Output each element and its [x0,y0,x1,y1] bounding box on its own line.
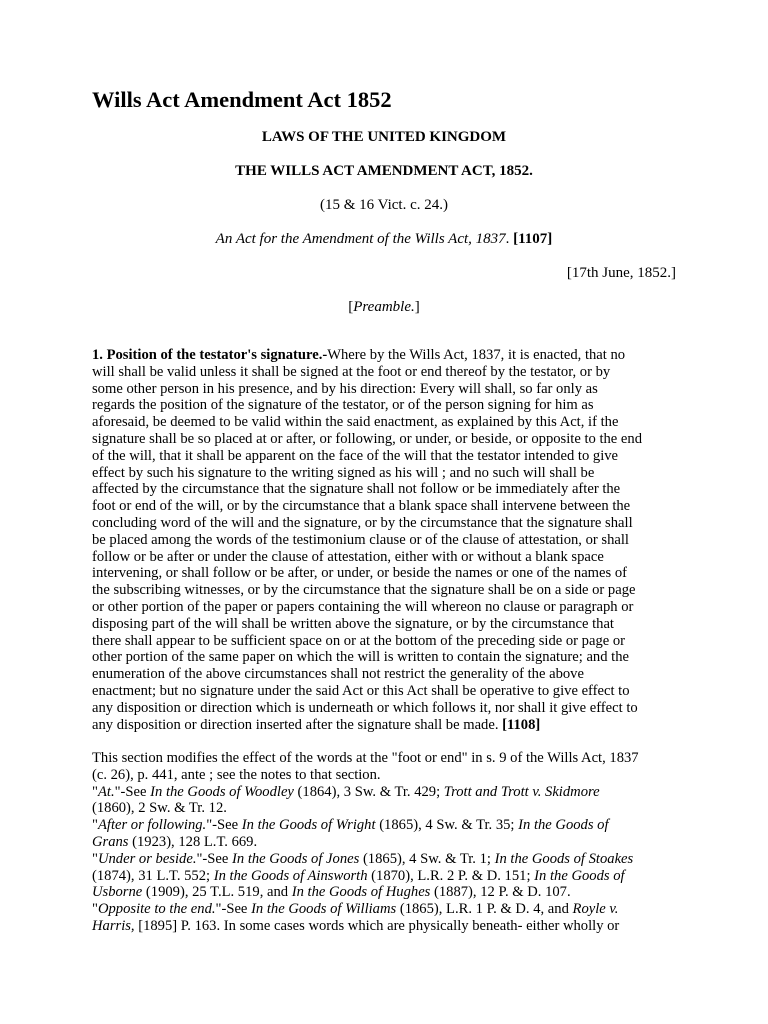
section-1-paragraph [92,347,678,733]
notes-intro-line: (c. 26), p. 441, ante ; see the notes to that section. [92,766,381,783]
note-see: "-See [215,901,252,918]
note-term: Under or beside. [97,850,197,867]
section-1-line: be placed among the words of the testimonium clause or of the clause of attestation, or shall [92,531,629,548]
case-name: In the Goods of Jones [232,850,360,867]
case-name: In the Goods of Wright [241,817,376,834]
section-1-line: concluding word of the will and the signature, or by the circumstance that the signature shall [92,514,633,531]
case-name: In the Goods of [534,867,625,884]
note-term: At. [97,783,115,800]
quote-mark: " [92,901,98,918]
case-citation: [1895] P. 163. In some cases words which are physically beneath- either wholly or [134,917,620,934]
case-name: Usborne [92,884,143,901]
section-1-line: follow or be after or under the clause of attestation, either with or without a blank space [92,548,604,565]
section-1-text: Where by the Wills Act, 1837, it is enacted, that no [327,347,626,363]
page-ref-1108: [1108] [502,716,541,733]
section-1-line: the subscribing witnesses, or by the circumstance that the signature shall be on a side or page [92,582,636,599]
case-citation: (1909), 25 T.L. 519, and [142,884,292,901]
page-title: Wills Act Amendment Act 1852 [92,87,392,112]
section-1-line: will shall be valid unless it shall be signed at the foot or end thereof by the testator, or by [92,363,611,380]
case-citation: (1865), 4 Sw. & Tr. 35; [375,817,519,834]
section-1-heading: 1. Position of the testator's signature.- [92,347,328,363]
notes-intro-line: This section modifies the effect of the words at the "foot or end" in s. 9 of the Wills Act, 1837 [92,750,639,766]
case-citation: (1870), L.R. 2 P. & D. 151; [367,867,535,884]
note-after [92,817,678,834]
preamble-open-bracket: [ [348,299,354,315]
note-term: After or following. [97,817,207,834]
note-after-cont [92,834,678,851]
note-opposite [92,901,678,918]
case-name: In the Goods of Williams [251,901,397,918]
note-see: "-See [196,850,233,867]
case-name: Royle v. [572,901,619,918]
header-laws: LAWS OF THE UNITED KINGDOM [261,129,507,145]
quote-mark: " [92,850,98,867]
case-citation: (1865), 4 Sw. & Tr. 1; [359,850,495,867]
section-1-line: any disposition or direction which is underneath or which follows it, nor shall it give effect to [92,699,638,716]
note-see: "-See [114,783,151,800]
note-under-cont [92,884,678,901]
case-name: In the Goods of Stoakes [494,850,634,867]
case-name: In the Goods of [518,817,609,834]
section-1-line: effect by such his signature to the writing signed as his will ; and no such will shall be [92,464,595,481]
section-1-line: affected by the circumstance that the signature shall not follow or be immediately after the [92,481,621,498]
case-citation: (1874), 31 L.T. 552; [92,867,214,884]
section-1-line: regards the position of the signature of the testator, or of the person signing for him as [92,397,594,414]
section-1-notes [92,750,678,935]
section-1-line: aforesaid, be deemed to be valid within the said enactment, as explained by this Act, if the [92,414,619,431]
case-citation: (1864), 3 Sw. & Tr. 429; [293,783,444,800]
section-1-line: or other portion of the paper or papers containing the will whereon no clause or paragraph or [92,598,634,615]
note-opposite-cont [92,918,678,935]
section-1-line: intervening, or shall follow or be after, or under, or beside the names or one of the names of [92,565,627,582]
page-ref-1107: [1107] [513,231,553,247]
case-name: In the Goods of Hughes [291,884,431,901]
act-citation: (15 & 16 Vict. c. 24.) [320,197,448,213]
section-1-line [92,347,678,364]
section-1-line [92,717,678,734]
preamble [0,298,768,316]
section-1-text: any disposition or direction inserted after the signature shall be made. [92,716,503,733]
case-citation: (1923), 128 L.T. 669. [128,833,258,850]
long-title-text: An Act for the Amendment of the Wills Act, 1837 [215,231,506,247]
note-at [92,784,678,801]
note-under [92,851,678,868]
quote-mark: " [92,817,98,834]
case-name: In the Goods of Ainsworth [213,867,368,884]
note-term: Opposite to the end. [97,901,216,918]
case-name: Trott and Trott v. Skidmore [443,783,600,800]
section-1-line: foot or end of the will, or by the circumstance that a blank space shall intervene between the [92,498,631,515]
case-name: In the Goods of Woodley [150,783,294,800]
long-title [0,230,768,248]
section-1-line: of the will, that it shall be apparent on the face of the will that the testator intended to give [92,447,619,464]
preamble-text: Preamble. [353,299,415,315]
quote-mark: " [92,783,98,800]
case-citation: (1887), 12 P. & D. 107. [430,884,571,901]
enactment-date: [17th June, 1852.] [566,265,676,281]
preamble-close-bracket: ] [414,299,420,315]
long-title-period: . [505,231,510,247]
case-name: Grans [92,833,129,850]
section-1-line: there shall appear to be sufficient space on or at the bottom of the preceding side or page or [92,632,626,649]
note-see: "-See [206,817,242,834]
section-1-line: some other person in his presence, and by his direction: Every will shall, so far only as [92,380,598,397]
section-1-line: disposing part of the will shall be written above the signature, or by the circumstance that [92,615,614,632]
section-1-line: enactment; but no signature under the said Act or this Act shall be operative to give effect to [92,682,630,699]
section-1-line: signature shall be so placed at or after, or following, or under, or beside, or opposite to the end [92,430,642,447]
case-name: Harris, [92,917,135,934]
section-1-line: other portion of the same paper on which the will is written to contain the signature; and the [92,649,629,666]
note-at-cont: (1860), 2 Sw. & Tr. 12. [92,800,227,817]
case-citation: (1865), L.R. 1 P. & D. 4, and [396,901,573,918]
header-act: THE WILLS ACT AMENDMENT ACT, 1852. [235,163,533,179]
note-under-cont [92,868,678,885]
section-1-line: enumeration of the above circumstances shall not restrict the generality of the above [92,666,584,683]
